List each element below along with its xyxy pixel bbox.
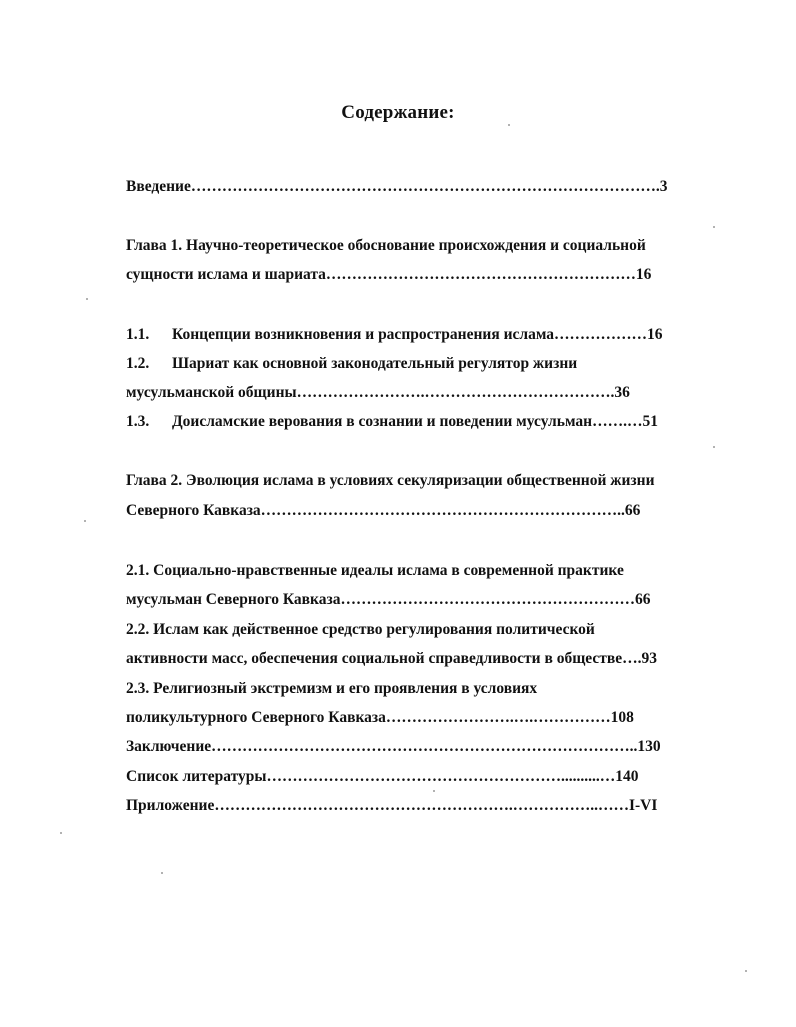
toc-chapter-1-line-1: Глава 1. Научно-теоретическое обоснование происхождения и социальной (126, 237, 646, 254)
scan-speck (433, 790, 435, 792)
toc-chapter-2-line-1: Глава 2. Эволюция ислама в условиях секуляризации общественной жизни (126, 472, 655, 489)
toc-section-2-3-line-1: 2.3. Религиозный экстремизм и его проявления в условиях (126, 680, 538, 697)
scan-speck (745, 970, 747, 972)
scan-speck (713, 446, 715, 448)
toc-section-1-2-line-2: мусульманской общины…………………….……………………………….36 (126, 384, 630, 401)
toc-entry-appendix: Приложение………………………………………………….……………..……I-VI (126, 797, 658, 814)
scan-speck (508, 124, 510, 126)
section-number: 1.2. (126, 355, 150, 372)
toc-chapter-1-line-2: сущности ислама и шариата……………………………………………………16 (126, 266, 652, 283)
toc-section-2-1-line-1: 2.1. Социально-нравственные идеалы ислама в современной практике (126, 562, 624, 579)
toc-section-1-1 (126, 325, 663, 345)
toc-section-2-2-line-1: 2.2. Ислам как действенное средство регулирования политической (126, 621, 595, 638)
scan-speck (84, 520, 86, 522)
toc-section-2-1-line-2: мусульман Северного Кавказа…………………………………………………66 (126, 591, 651, 608)
scan-speck (86, 298, 88, 300)
toc-section-2-2-line-2: активности масс, обеспечения социальной справедливости в обществе….93 (126, 650, 657, 667)
scan-speck (161, 872, 163, 874)
section-text: Шариат как основной законодательный регулятор жизни (172, 355, 578, 372)
scan-speck (713, 226, 715, 228)
section-text: Доисламские верования в сознании и поведении мусульман…….…51 (172, 413, 658, 430)
section-number: 1.1. (126, 326, 150, 343)
section-number: 1.3. (126, 413, 150, 430)
toc-section-1-3 (126, 412, 658, 432)
scan-speck (60, 832, 62, 834)
toc-entry-introduction: Введение……………………………………………………………………………….3 (126, 178, 668, 195)
page-title: Содержание: (341, 102, 455, 123)
toc-entry-conclusion: Заключение………………………………………………………………………..130 (126, 738, 661, 755)
toc-section-1-2 (126, 354, 577, 374)
section-text: Концепции возникновения и распространения ислама………………16 (172, 326, 663, 343)
toc-entry-references: Список литературы…………………………………………………..........…140 (126, 768, 639, 785)
toc-section-2-3-line-2: поликультурного Северного Кавказа…………………….….……………108 (126, 709, 634, 726)
toc-chapter-2-line-2: Северного Кавказа……………………………………………………………..66 (126, 502, 641, 519)
